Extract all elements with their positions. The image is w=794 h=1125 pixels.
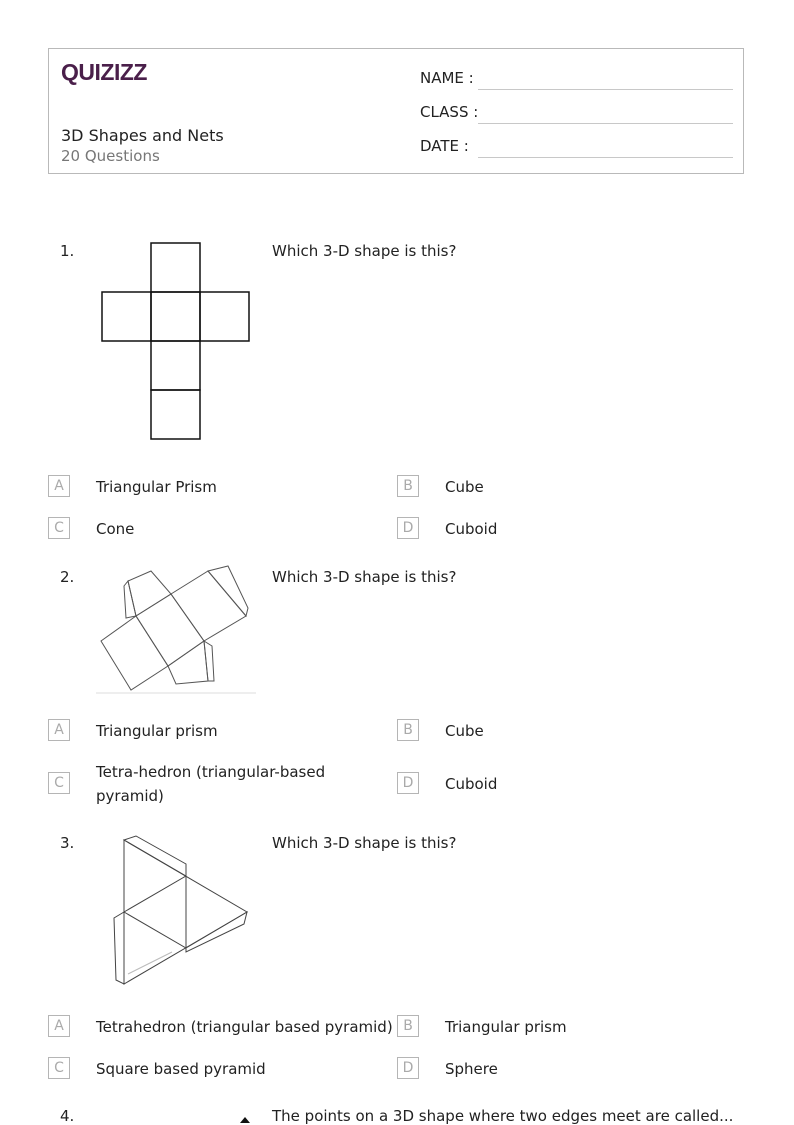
question-text: Which 3-D shape is this?	[272, 242, 457, 260]
name-label: NAME :	[420, 69, 474, 87]
shape-figure-fragment	[238, 1114, 252, 1123]
option-a-box[interactable]: A	[48, 1015, 70, 1037]
option-c-text: Cone	[96, 520, 135, 538]
option-d-text: Cuboid	[445, 775, 498, 793]
quizizz-logo: QUIZIZZ	[61, 59, 147, 85]
cube-net-figure	[100, 242, 252, 442]
class-field[interactable]	[478, 123, 733, 124]
option-d-box[interactable]: D	[397, 1057, 419, 1079]
question-number: 3.	[60, 834, 75, 852]
option-c-box[interactable]: C	[48, 517, 70, 539]
option-c-box[interactable]: C	[48, 772, 70, 794]
option-a-text: Triangular Prism	[96, 478, 217, 496]
option-a-text: Triangular prism	[96, 722, 218, 740]
option-d-text: Cuboid	[445, 520, 498, 538]
option-b-text: Cube	[445, 478, 484, 496]
question-number: 2.	[60, 568, 75, 586]
question-count: 20 Questions	[61, 147, 160, 165]
option-c-text: Tetra-hedron (triangular-based pyramid)	[96, 763, 326, 805]
option-a-box[interactable]: A	[48, 475, 70, 497]
option-b-text: Triangular prism	[445, 1018, 567, 1036]
option-d-box[interactable]: D	[397, 517, 419, 539]
question-text: Which 3-D shape is this?	[272, 568, 457, 586]
option-a-text: Tetrahedron (triangular based pyramid)	[96, 1018, 393, 1036]
date-field[interactable]	[478, 157, 733, 158]
option-b-box[interactable]: B	[397, 719, 419, 741]
question-text: Which 3-D shape is this?	[272, 834, 457, 852]
option-c-text: Square based pyramid	[96, 1060, 266, 1078]
question-number: 4.	[60, 1107, 75, 1125]
option-b-text: Cube	[445, 722, 484, 740]
date-label: DATE :	[420, 137, 469, 155]
option-d-box[interactable]: D	[397, 772, 419, 794]
name-field[interactable]	[478, 89, 733, 90]
option-c-box[interactable]: C	[48, 1057, 70, 1079]
option-b-box[interactable]: B	[397, 1015, 419, 1037]
triangular-prism-net-figure	[96, 566, 256, 696]
worksheet-header	[48, 48, 744, 174]
option-b-box[interactable]: B	[397, 475, 419, 497]
option-a-box[interactable]: A	[48, 719, 70, 741]
question-number: 1.	[60, 242, 75, 260]
option-d-text: Sphere	[445, 1060, 498, 1078]
worksheet-title: 3D Shapes and Nets	[61, 126, 224, 145]
tetrahedron-net-figure	[112, 834, 252, 986]
question-text: The points on a 3D shape where two edges meet are called...	[272, 1107, 734, 1125]
class-label: CLASS :	[420, 103, 479, 121]
